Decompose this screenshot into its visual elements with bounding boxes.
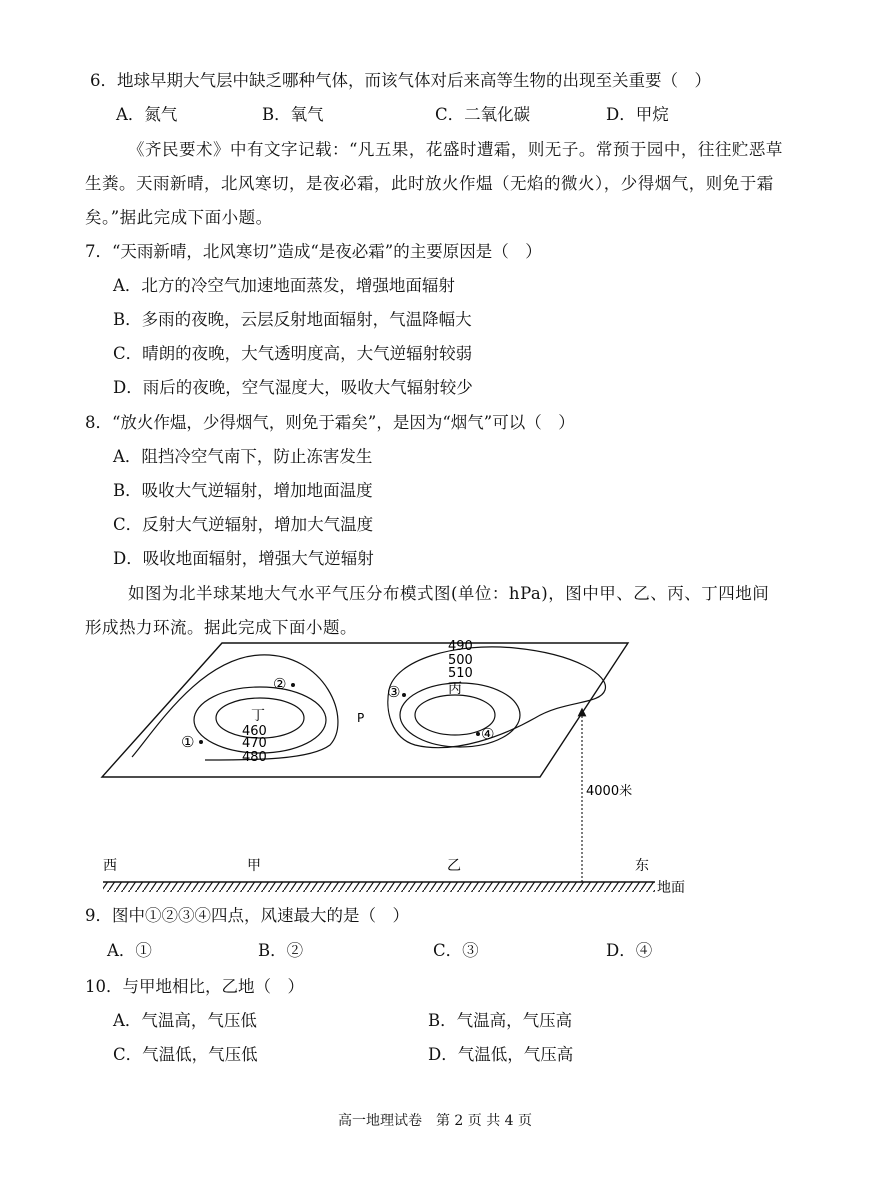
label-460: 460 bbox=[242, 724, 267, 739]
q7-stem: 7．“天雨新晴，北风寒切”造成“是夜必霜”的主要原因是（ ） bbox=[85, 242, 542, 261]
q9-stem: 9．图中①②③④四点，风速最大的是（ ） bbox=[85, 906, 409, 925]
q8-option-d[interactable]: D．吸收地面辐射，增强大气逆辐射 bbox=[113, 549, 374, 568]
label-510: 510 bbox=[448, 666, 473, 681]
label-west: 西 bbox=[103, 858, 117, 874]
label-480: 480 bbox=[242, 750, 267, 765]
pressure-diagram bbox=[95, 630, 715, 900]
passage2-line-1: 如图为北半球某地大气水平气压分布模式图(单位：hPa)，图中甲、乙、丙、丁四地间 bbox=[128, 584, 770, 603]
point-4-label: ④ bbox=[481, 725, 495, 743]
q7-option-a[interactable]: A．北方的冷空气加速地面蒸发，增强地面辐射 bbox=[113, 276, 455, 295]
q6-stem: 6．地球早期大气层中缺乏哪种气体，而该气体对后来高等生物的出现至关重要（ ） bbox=[90, 71, 711, 90]
ground-hatch bbox=[103, 882, 655, 892]
q6-option-c[interactable]: C．二氧化碳 bbox=[435, 105, 531, 124]
q9-option-c[interactable]: C．③ bbox=[433, 941, 479, 960]
q10-option-d[interactable]: D．气温低，气压高 bbox=[428, 1045, 574, 1064]
point-3-label: ③ bbox=[387, 683, 401, 701]
q10-stem: 10．与甲地相比，乙地（ ） bbox=[85, 977, 304, 996]
label-ding: 丁 bbox=[251, 708, 265, 724]
point-1-dot bbox=[199, 740, 203, 744]
q8-option-a[interactable]: A．阻挡冷空气南下，防止冻害发生 bbox=[113, 447, 373, 466]
q7-option-c[interactable]: C．晴朗的夜晚，大气透明度高，大气逆辐射较弱 bbox=[113, 344, 473, 363]
passage1-line-1: 《齐民要术》中有文字记载：“凡五果，花盛时遭霜，则无子。常预于园中，往往贮恶草 bbox=[128, 140, 783, 159]
q9-option-a[interactable]: A．① bbox=[107, 941, 152, 960]
q10-option-a[interactable]: A．气温高，气压低 bbox=[113, 1011, 257, 1030]
q7-option-b[interactable]: B．多雨的夜晚，云层反射地面辐射，气温降幅大 bbox=[113, 310, 472, 329]
label-bing: 丙 bbox=[448, 681, 462, 697]
label-500: 500 bbox=[448, 653, 473, 668]
label-p: P bbox=[357, 711, 365, 725]
page-footer: 高一地理试卷 第 2 页 共 4 页 bbox=[337, 1113, 533, 1129]
q8-option-b[interactable]: B．吸收大气逆辐射，增加地面温度 bbox=[113, 481, 373, 500]
q7-option-d[interactable]: D．雨后的夜晚，空气湿度大，吸收大气辐射较少 bbox=[113, 378, 473, 397]
q6-option-d[interactable]: D．甲烷 bbox=[606, 105, 669, 124]
isobar-490-curve bbox=[388, 647, 606, 748]
point-3-dot bbox=[402, 693, 406, 697]
label-east: 东 bbox=[635, 858, 649, 874]
q9-option-d[interactable]: D．④ bbox=[606, 941, 653, 960]
isobaric-plane bbox=[102, 643, 628, 777]
q6-option-b[interactable]: B．氧气 bbox=[262, 105, 324, 124]
q10-option-c[interactable]: C．气温低，气压低 bbox=[113, 1045, 258, 1064]
label-470: 470 bbox=[242, 736, 267, 751]
q10-option-b[interactable]: B．气温高，气压高 bbox=[428, 1011, 573, 1030]
label-490: 490 bbox=[448, 639, 473, 654]
isobar-480-curve bbox=[132, 655, 338, 760]
passage2-line-2: 形成热力环流。据此完成下面小题。 bbox=[85, 618, 357, 637]
point-2-label: ② bbox=[273, 675, 287, 693]
height-label: 4000米 bbox=[586, 784, 633, 799]
point-1-label: ① bbox=[181, 733, 195, 751]
label-jia: 甲 bbox=[247, 858, 261, 874]
q8-stem: 8．“放火作煴，少得烟气，则免于霜矣”，是因为“烟气”可以（ ） bbox=[85, 413, 575, 432]
point-4-dot bbox=[476, 732, 480, 736]
q9-option-b[interactable]: B．② bbox=[258, 941, 304, 960]
label-ground: 地面 bbox=[657, 880, 685, 896]
passage1-line-2: 生粪。天雨新晴，北风寒切，是夜必霜，此时放火作煴（无焰的微火），少得烟气，则免于霜 bbox=[85, 174, 774, 193]
point-2-dot bbox=[291, 683, 295, 687]
q8-option-c[interactable]: C．反射大气逆辐射，增加大气温度 bbox=[113, 515, 374, 534]
passage1-line-3: 矣。”据此完成下面小题。 bbox=[85, 208, 273, 227]
label-yi: 乙 bbox=[447, 858, 461, 874]
q6-option-a[interactable]: A．氮气 bbox=[116, 105, 178, 124]
